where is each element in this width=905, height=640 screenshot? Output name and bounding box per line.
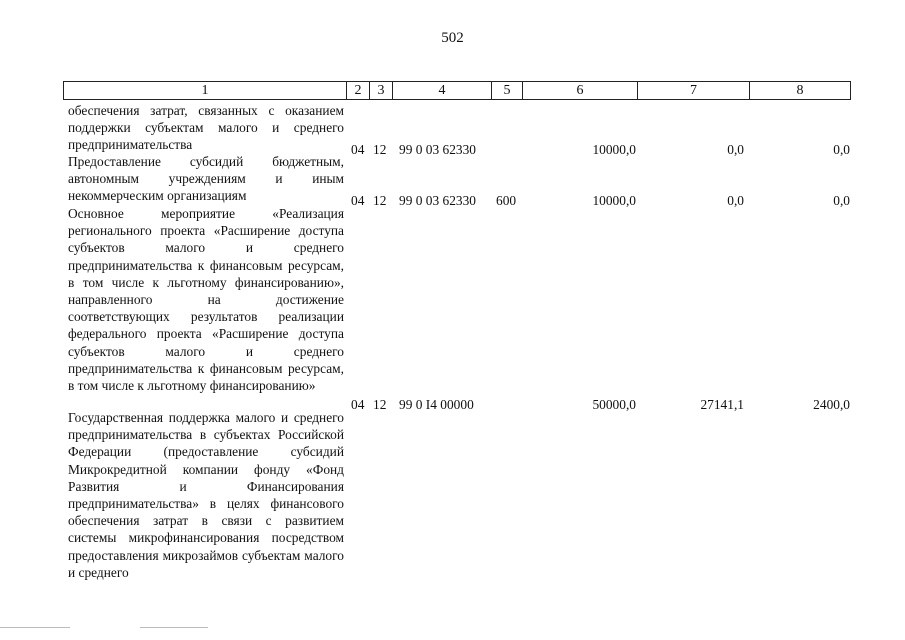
- header-col-1: 1: [64, 82, 347, 99]
- row-2-v2022: 10000,0: [592, 193, 636, 208]
- scan-artifact: [0, 627, 70, 628]
- row-2-v2024: 0,0: [833, 193, 850, 208]
- row-2-csr: 99 0 03 62330: [399, 193, 476, 208]
- header-col-3: 3: [370, 82, 393, 99]
- table-row-name: Основное мероприятие «Реализация регионального проекта «Расширение доступа субъектов малого и среднего предпринимательства к финансовым ресурсам, в том числе к льготному финансированию», направленного на достижение соответствующих результатов реализации федерального проекта «Расширение доступа субъектов малого и среднего предпринимательства к финансовым ресурсам, в том числе к льготному финансированию»: [68, 206, 344, 394]
- row-3-csr: 99 0 I4 00000: [399, 397, 474, 412]
- header-col-2: 2: [347, 82, 370, 99]
- header-col-4: 4: [393, 82, 492, 99]
- row-1-v2022: 10000,0: [592, 142, 636, 157]
- row-3-v2024: 2400,0: [813, 397, 850, 412]
- row-1-rz: 04: [351, 142, 365, 157]
- row-2-v2023: 0,0: [727, 193, 744, 208]
- row-2-rz: 04: [351, 193, 365, 208]
- row-3-v2022: 50000,0: [592, 397, 636, 412]
- table-header-row: [63, 81, 851, 100]
- row-1-v2023: 0,0: [727, 142, 744, 157]
- header-col-7: 7: [638, 82, 750, 99]
- row-1-pr: 12: [373, 142, 387, 157]
- header-col-8: 8: [796, 83, 804, 98]
- header-col-5: 5: [492, 82, 523, 99]
- row-3-rz: 04: [351, 397, 365, 412]
- row-3-pr: 12: [373, 397, 387, 412]
- table-row-name: Предоставление субсидий бюджетным, автономным учреждениям и иным некоммерческим организациям: [68, 154, 344, 204]
- row-2-vr: 600: [496, 193, 517, 208]
- row-1-csr: 99 0 03 62330: [399, 142, 476, 157]
- row-2-pr: 12: [373, 193, 387, 208]
- row-3-v2023: 27141,1: [700, 397, 744, 412]
- table-row-name: обеспечения затрат, связанных с оказанием поддержки субъектам малого и среднего предпринимательства: [68, 103, 344, 153]
- header-col-6: 6: [523, 82, 638, 99]
- scan-artifact: [140, 627, 208, 628]
- table-row-name: Государственная поддержка малого и среднего предпринимательства в субъектах Российской Федерации (предоставление субсидий Микрокредитной компании фонду «Фонд Развития и Финансирования предпринимательства» в целях финансового обеспечения затрат в связи с развитием системы микрофинансирования посредством предоставления микрозаймов субъектам малого и среднего: [68, 410, 344, 580]
- row-1-v2024: 0,0: [833, 142, 850, 157]
- page-number: 502: [441, 30, 464, 46]
